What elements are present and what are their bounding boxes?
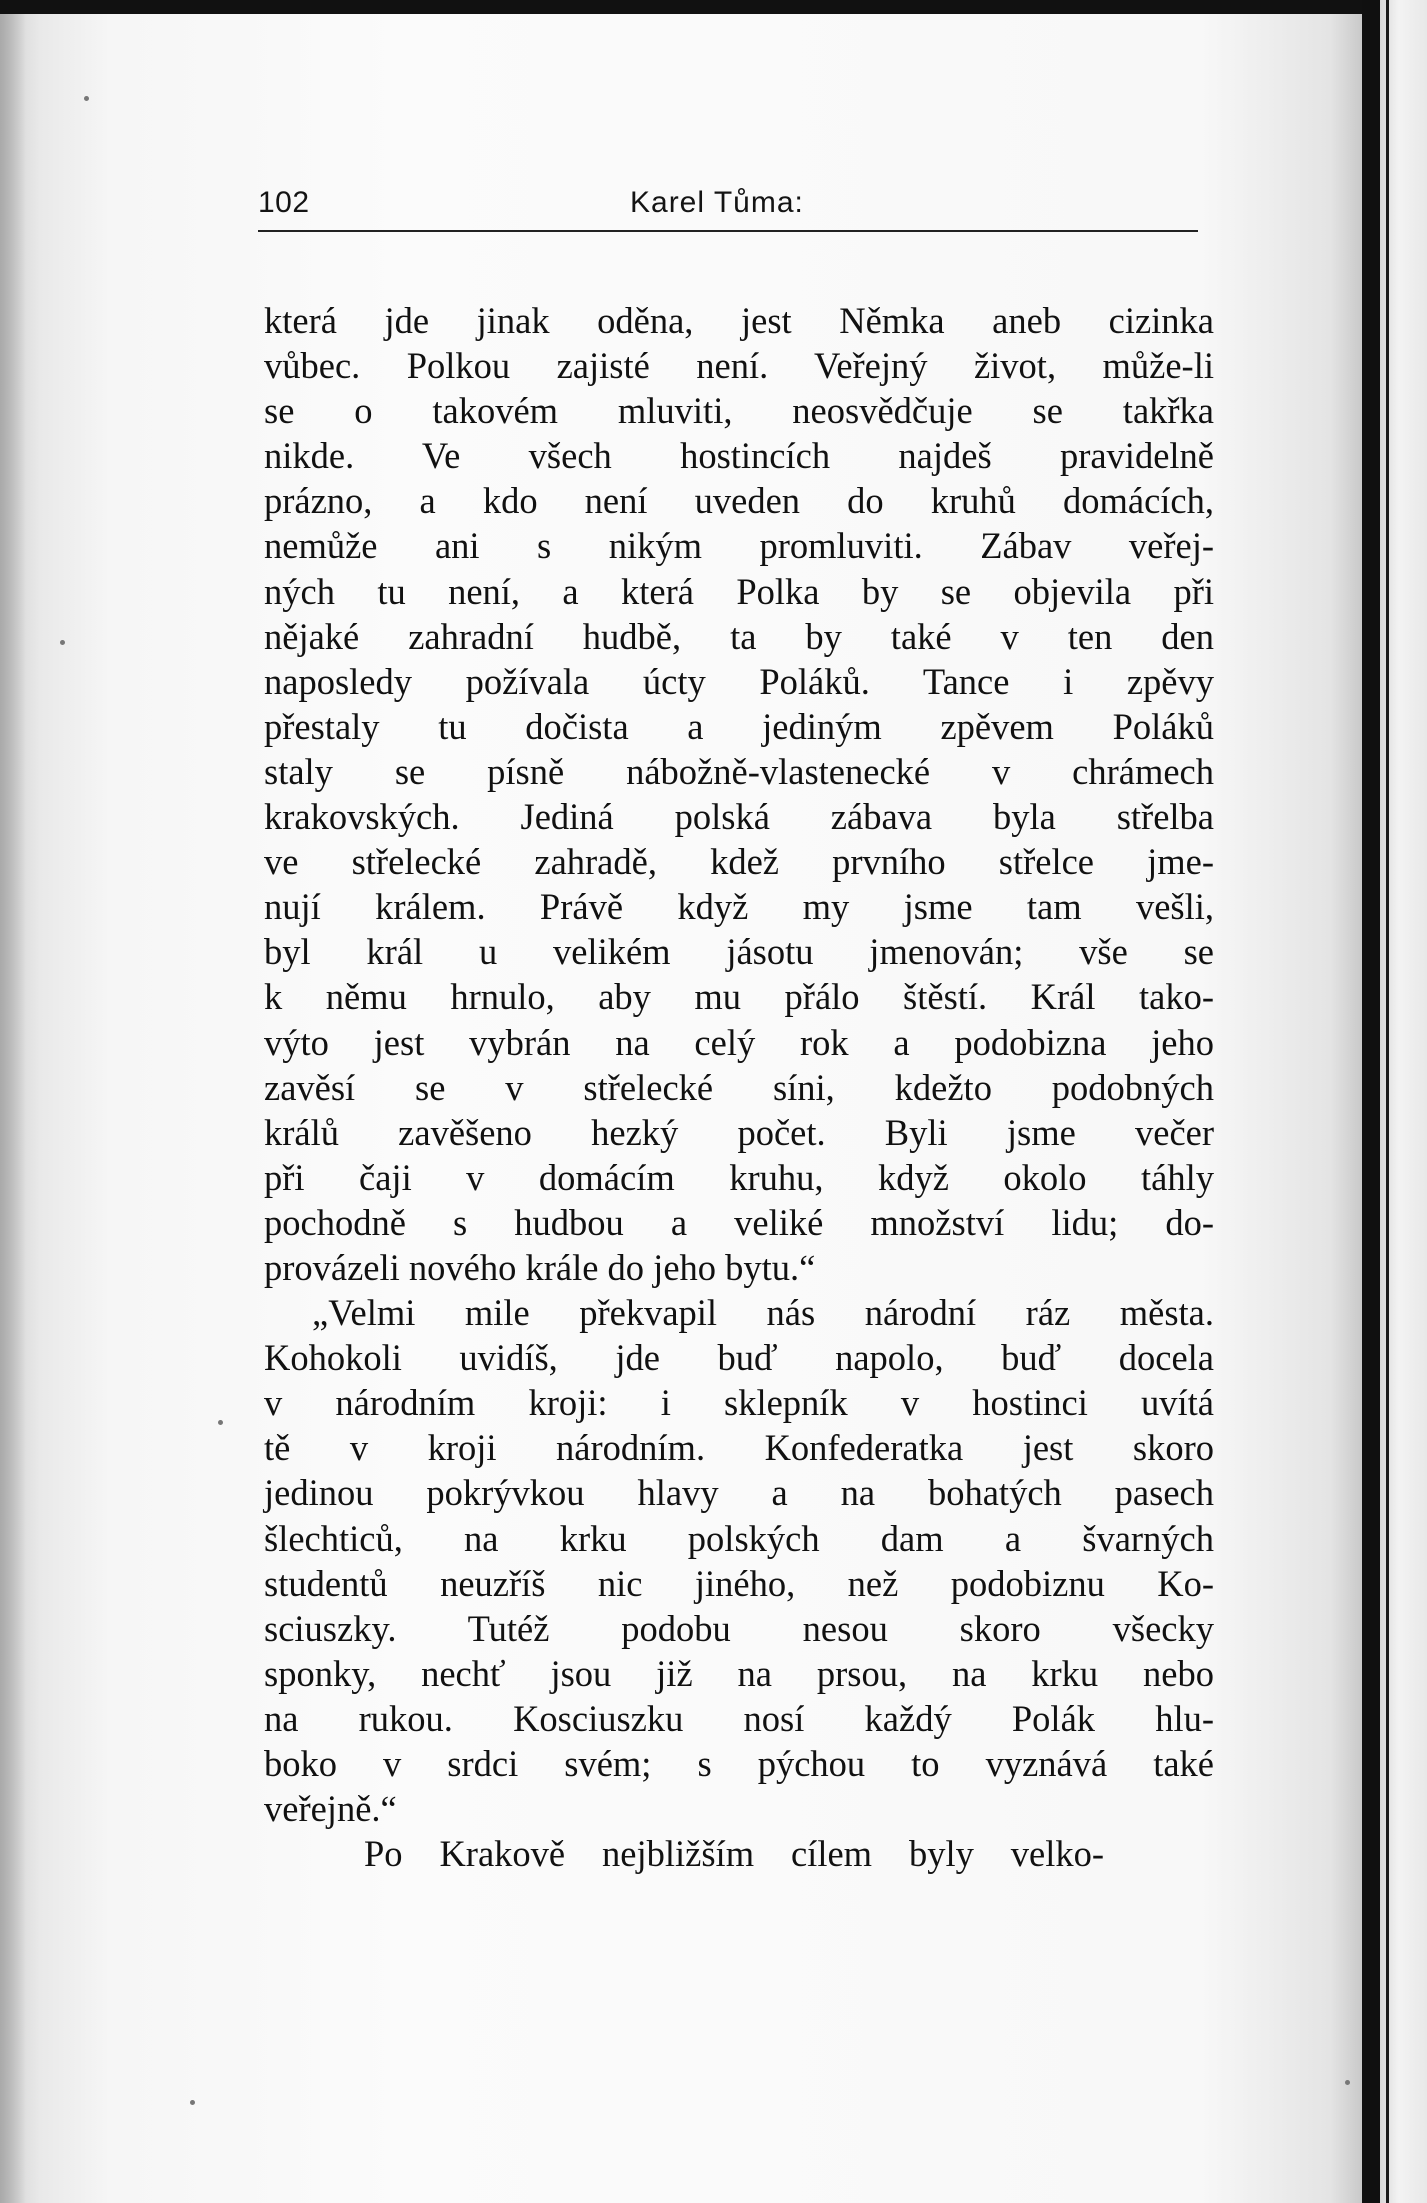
scan-speck: [60, 640, 65, 645]
scan-speck: [1345, 2080, 1350, 2085]
text-line: jedinou pokrývkou hlavy a na bohatých pasech: [264, 1472, 1214, 1514]
text-line: ve střelecké zahradě, kdež prvního střelce jme-: [264, 841, 1214, 883]
text-line: přestaly tu dočista a jediným zpěvem Poláků: [264, 705, 1214, 747]
text-line: která jde jinak oděna, jest Němka aneb cizinka: [264, 300, 1214, 341]
text-line: při čaji v domácím kruhu, když okolo táhly: [264, 1156, 1214, 1198]
text-line: pochodně s hudbou a veliké množství lidu; do-: [264, 1201, 1214, 1243]
text-line: v národním kroji: i sklepník v hostinci uvítá: [264, 1382, 1214, 1424]
text-line: prázno, a kdo není uveden do kruhů domácích,: [264, 480, 1214, 522]
text-line: Po Krakově nejbližším cílem byly velko-: [364, 1833, 1104, 1875]
scan-speck: [190, 2100, 195, 2105]
text-line: byl král u velikém jásotu jmenován; vše se: [264, 931, 1214, 973]
text-line: na rukou. Kosciuszku nosí každý Polák hlu-: [264, 1697, 1214, 1739]
text-line: nikde. Ve všech hostincích najdeš pravidelně: [264, 435, 1214, 477]
text-line: k němu hrnulo, aby mu přálo štěstí. Král tako-: [264, 976, 1214, 1018]
scan-speck: [84, 96, 89, 101]
text-line: studentů neuzříš nic jiného, než podobiznu Ko-: [264, 1562, 1214, 1604]
text-line: nějaké zahradní hudbě, ta by také v ten den: [264, 615, 1214, 657]
text-line: sciuszky. Tutéž podobu nesou skoro všecky: [264, 1607, 1214, 1649]
text-line: „Velmi mile překvapil nás národní ráz města.: [312, 1292, 1214, 1334]
text-line: naposledy požívala úcty Poláků. Tance i zpěvy: [264, 660, 1214, 702]
page-gutter: [1362, 0, 1380, 2203]
text-line: boko v srdci svém; s pýchou to vyznává také: [264, 1743, 1214, 1784]
text-line: se o takovém mluviti, neosvědčuje se takřka: [264, 390, 1214, 432]
text-line: sponky, nechť jsou již na prsou, na krku nebo: [264, 1652, 1214, 1694]
header-rule: [258, 230, 1198, 232]
body-text: [264, 298, 1214, 1876]
text-line: nují králem. Právě když my jsme tam vešli,: [264, 886, 1214, 928]
text-line: krakovských. Jediná polská zábava byla střelba: [264, 796, 1214, 838]
page-shadow: [0, 14, 26, 2203]
text-line: nemůže ani s nikým promluviti. Zábav veřej-: [264, 525, 1214, 567]
text-line: tě v kroji národním. Konfederatka jest skoro: [264, 1427, 1214, 1469]
text-line: výto jest vybrán na celý rok a podobizna jeho: [264, 1021, 1214, 1063]
text-line: staly se písně nábožně-vlastenecké v chrámech: [264, 750, 1214, 792]
adjacent-page-edge: [1380, 0, 1427, 2203]
text-line: ných tu není, a která Polka by se objevila při: [264, 570, 1214, 612]
text-line: veřejně.“: [264, 1788, 397, 1830]
text-line: králů zavěšeno hezký počet. Byli jsme večer: [264, 1111, 1214, 1153]
running-head: Karel Tůma:: [630, 186, 804, 219]
text-line: šlechticů, na krku polských dam a švarných: [264, 1517, 1214, 1559]
text-line: vůbec. Polkou zajisté není. Veřejný život, může-li: [264, 345, 1214, 387]
text-line: Kohokoli uvidíš, jde buď napolo, buď docela: [264, 1337, 1214, 1379]
scan-speck: [218, 1420, 223, 1425]
page-number: 102: [258, 186, 310, 219]
page-header: [258, 186, 1194, 232]
text-line: provázeli nového krále do jeho bytu.“: [264, 1246, 816, 1288]
text-line: zavěsí se v střelecké síni, kdežto podobných: [264, 1066, 1214, 1108]
